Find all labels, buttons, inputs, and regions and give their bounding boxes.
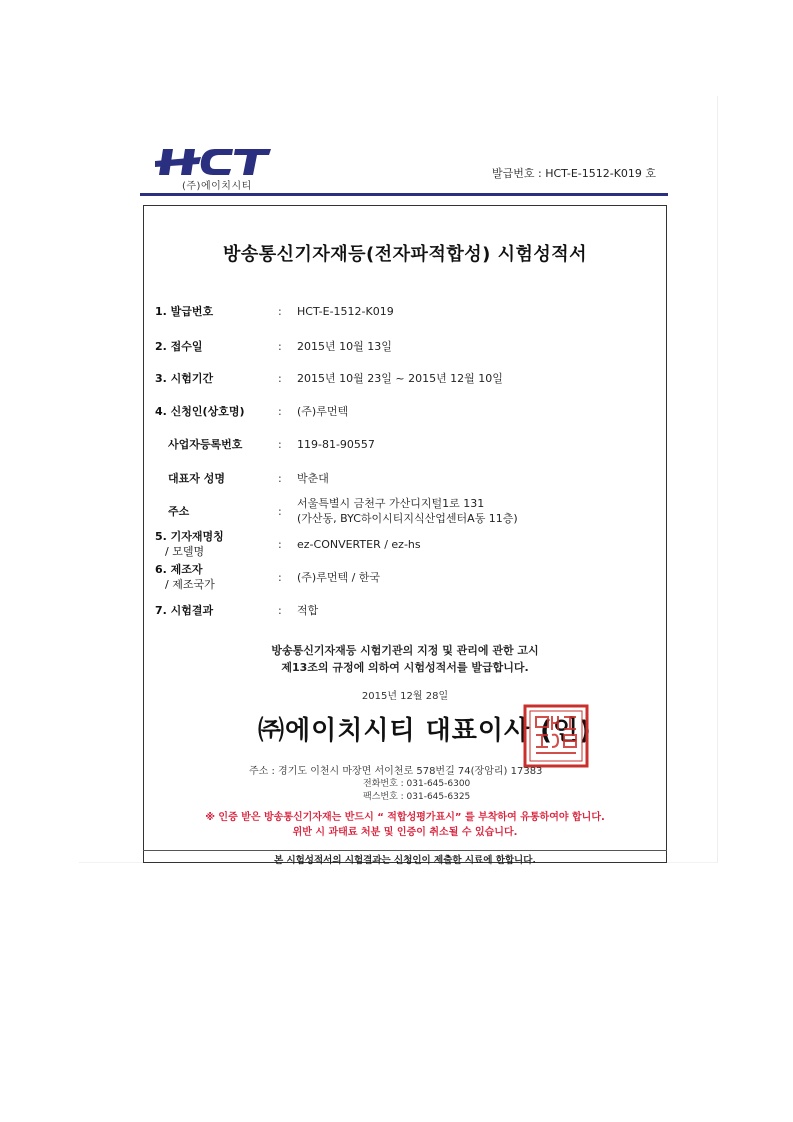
notice-line-1: 방송통신기자재등 시험기관의 지정 및 관리에 관한 고시 — [271, 644, 539, 657]
address-value-line2: (가산동, BYC하이시티지식산업센터A동 11층) — [297, 512, 518, 525]
issue-number-header: 발급번호 : HCT-E-1512-K019 호 — [492, 167, 657, 180]
model-label: / 모델명 — [165, 545, 205, 558]
equipment-label: 5. 기자재명칭 — [155, 530, 224, 543]
equipment-value: ez-CONVERTER / ez-hs — [297, 538, 421, 551]
company-phone: 전화번호 : 031-645-6300 — [363, 779, 471, 789]
footer-note: 본 시험성적서의 시험결과는 신청인이 제출한 시료에 한합니다. — [273, 855, 537, 866]
manufacturer-label: 6. 제조자 — [155, 563, 203, 576]
company-address: 주소 : 경기도 이천시 마장면 서이천로 578번길 74(장암리) 17383 — [249, 766, 543, 777]
result-value: 적합 — [297, 604, 319, 617]
warning-line-1: ※ 인증 받은 방송통신기자재는 반드시 “ 적합성평가표시” 를 부착하여 유통하여야 합니다. — [205, 812, 605, 823]
footer-divider — [143, 850, 667, 851]
colon: : — [278, 438, 282, 451]
business-no-label: 사업자등록번호 — [168, 438, 243, 451]
warning-line-2: 위반 시 과태료 처분 및 인증이 취소될 수 있습니다. — [292, 827, 518, 838]
issue-date: 2015년 12월 28일 — [361, 691, 449, 702]
colon: : — [278, 340, 282, 353]
received-label: 2. 접수일 — [155, 340, 203, 353]
business-no-value: 119-81-90557 — [297, 438, 375, 451]
applicant-value: (주)루먼텍 — [297, 405, 349, 418]
company-signature: ㈜에이치시티 대표이사 (인) — [258, 716, 593, 746]
colon: : — [278, 405, 282, 418]
certificate-title: 방송통신기자재등(전자파적합성) 시험성적서 — [222, 244, 588, 265]
manufacturer-value: (주)루먼텍 / 한국 — [297, 571, 381, 584]
company-fax: 팩스번호 : 031-645-6325 — [363, 792, 471, 802]
colon: : — [278, 538, 282, 551]
result-label: 7. 시험결과 — [155, 604, 214, 617]
country-label: / 제조국가 — [165, 578, 215, 591]
test-period-value: 2015년 10월 23일 ~ 2015년 12월 10일 — [297, 372, 503, 385]
notice-line-2: 제13조의 규정에 의하여 시험성적서를 발급합니다. — [281, 661, 529, 674]
colon: : — [278, 505, 282, 518]
colon: : — [278, 472, 282, 485]
logo-subtitle: (주)에이치시티 — [182, 181, 252, 192]
company-seal-stamp — [522, 703, 590, 769]
colon: : — [278, 372, 282, 385]
issue-no-label: 1. 발급번호 — [155, 305, 214, 318]
received-value: 2015년 10월 13일 — [297, 340, 392, 353]
address-value-line1: 서울특별시 금천구 가산디지털1로 131 — [297, 497, 485, 510]
issue-no-value: HCT-E-1512-K019 — [297, 305, 394, 318]
colon: : — [278, 305, 282, 318]
ceo-value: 박춘대 — [297, 472, 329, 485]
colon: : — [278, 571, 282, 584]
test-period-label: 3. 시험기간 — [155, 372, 214, 385]
colon: : — [278, 604, 282, 617]
applicant-label: 4. 신청인(상호명) — [155, 405, 245, 418]
address-label: 주소 — [168, 505, 190, 518]
header-divider — [140, 193, 668, 196]
ceo-label: 대표자 성명 — [168, 472, 225, 485]
